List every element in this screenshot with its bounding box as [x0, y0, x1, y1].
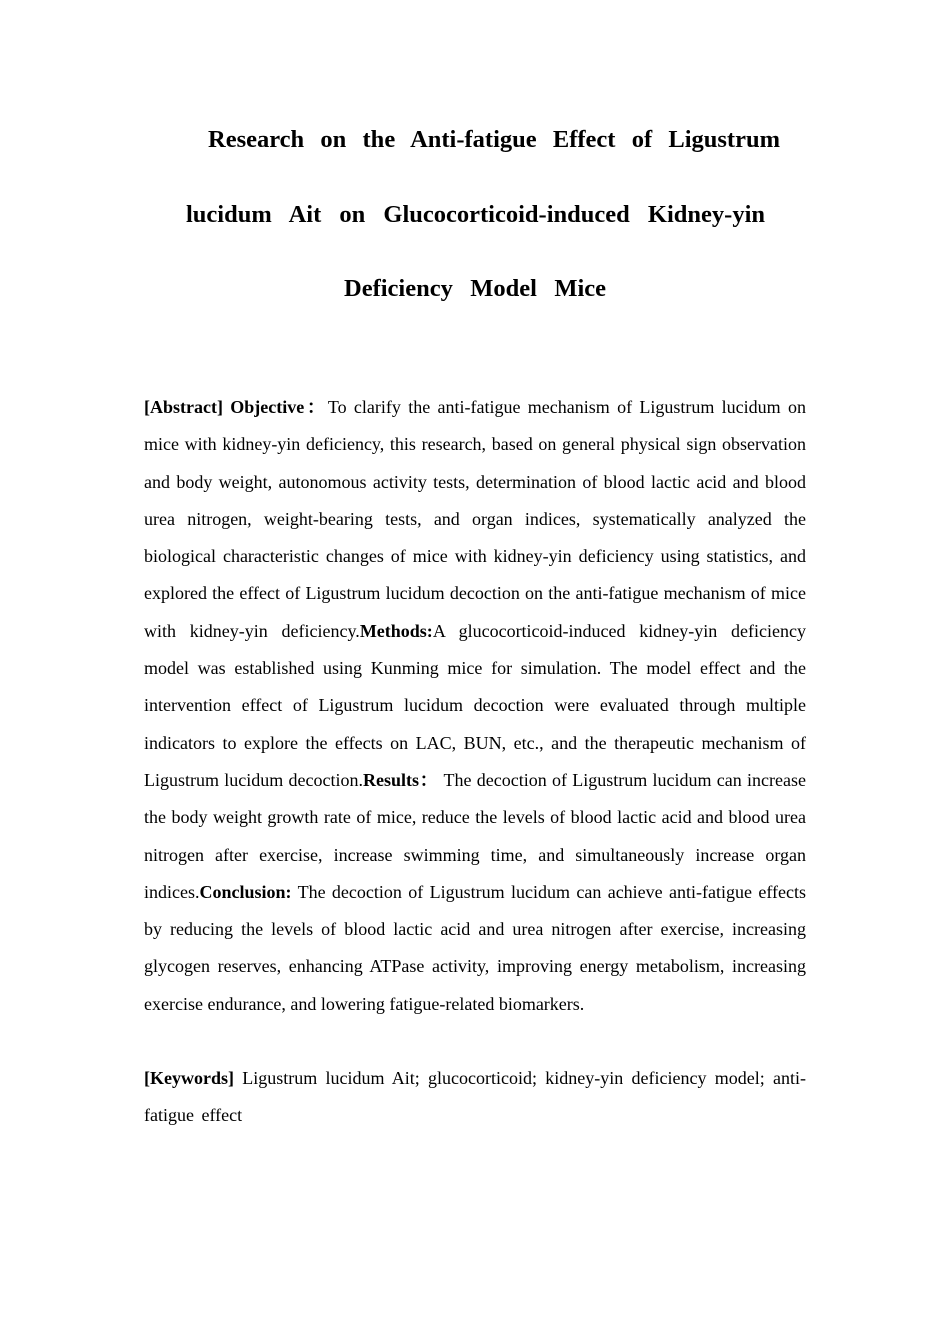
keywords-paragraph — [144, 1060, 806, 1135]
abstract-label: [Abstract] Objective： — [144, 397, 328, 417]
paper-title-line-3: Deficiency Model Mice — [344, 275, 606, 302]
conclusion-label: Conclusion: — [199, 881, 292, 902]
methods-label: Methods: — [359, 620, 433, 641]
abstract-methods-text: A glucocorticoid-induced kidney-yin deficiency model was established using Kunming mice for simulation. The model effect and the intervention effect of Ligustrum lucidum decoction were evaluated through multiple indicators to explore the effects on LAC, BUN, etc., and the therapeutic mechanism of Ligustrum lucidum decoction. — [144, 620, 806, 790]
keywords-text: Ligustrum lucidum Ait; glucocorticoid; kidney-yin deficiency model; anti-fatigue effect — [144, 1068, 806, 1126]
results-label: Results： — [363, 769, 439, 790]
abstract-paragraph — [144, 389, 806, 1023]
paper-title-line-2: lucidum Ait on Glucocorticoid-induced Kidney-yin — [186, 201, 765, 228]
keywords-label: [Keywords] — [144, 1068, 234, 1088]
abstract-objective-text: To clarify the anti-fatigue mechanism of Ligustrum lucidum on mice with kidney-yin deficiency, this research, based on general physical sign observation and body weight, autonomous activity tests, determination of blood lactic acid and blood urea nitrogen, weight-bearing tests, and organ indices, systematically analyzed the biological characteristic changes of mice with kidney-yin deficiency using statistics, and explored the effect of Ligustrum lucidum decoction on the anti-fatigue mechanism of mice with kidney-yin deficiency. — [144, 397, 806, 641]
abstract-conclusion-text: The decoction of Ligustrum lucidum can achieve anti-fatigue effects by reducing the levels of blood lactic acid and urea nitrogen after exercise, increasing glycogen reserves, enhancing ATPase activity, improving energy metabolism, increasing exercise endurance, and lowering fatigue-related biomarkers. — [144, 881, 806, 1014]
abstract-results-text: The decoction of Ligustrum lucidum can increase the body weight growth rate of mice, reduce the levels of blood lactic acid and blood urea nitrogen after exercise, increase swimming time, and simultaneously increase organ indices. — [144, 769, 806, 902]
paper-title-line-1: Research on the Anti-fatigue Effect of Ligustrum — [208, 126, 780, 153]
